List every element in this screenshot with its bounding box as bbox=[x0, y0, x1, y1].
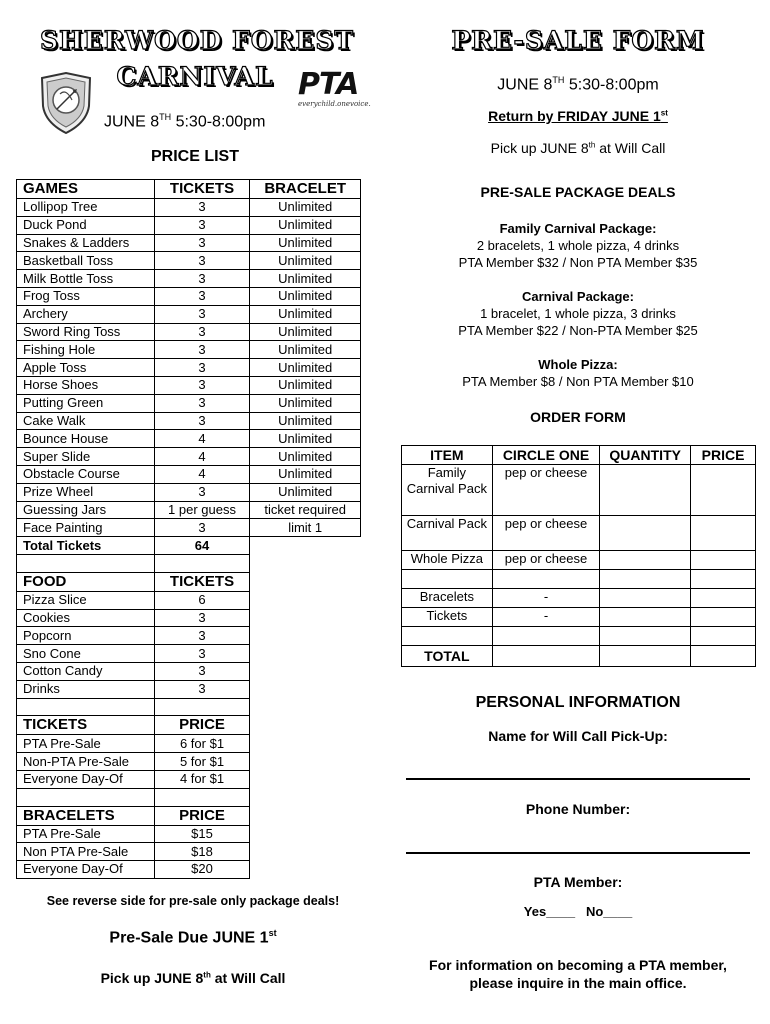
table-cell: 3 bbox=[154, 287, 250, 305]
table-cell: Basketball Toss bbox=[17, 252, 155, 270]
table-cell: Guessing Jars bbox=[17, 501, 155, 519]
table-row bbox=[17, 843, 361, 861]
section-header-row bbox=[17, 806, 361, 825]
table-cell: $18 bbox=[154, 843, 250, 861]
personal-info-heading: PERSONAL INFORMATION bbox=[475, 694, 681, 711]
table-row bbox=[17, 825, 361, 843]
section-header-row bbox=[17, 572, 361, 591]
reverse-side-note: See reverse side for pre-sale only package deals! bbox=[46, 894, 340, 908]
order-row bbox=[402, 608, 756, 627]
table-row bbox=[17, 287, 361, 305]
table-cell: 3 bbox=[154, 323, 250, 341]
table-cell: Unlimited bbox=[250, 270, 361, 288]
order-quantity-cell[interactable] bbox=[600, 465, 691, 516]
order-total-row bbox=[402, 646, 756, 667]
column-header: PRICE bbox=[154, 716, 250, 735]
table-row bbox=[17, 412, 361, 430]
table-row bbox=[17, 234, 361, 252]
table-cell: 3 bbox=[154, 216, 250, 234]
table-row bbox=[17, 627, 361, 645]
total-label: Total Tickets bbox=[17, 537, 155, 555]
order-total-cell[interactable] bbox=[691, 646, 756, 667]
table-row bbox=[17, 753, 361, 771]
phone-label: Phone Number: bbox=[525, 801, 631, 817]
table-row bbox=[17, 680, 361, 698]
table-cell: Popcorn bbox=[17, 627, 155, 645]
order-price-cell[interactable] bbox=[691, 627, 756, 646]
order-price-cell[interactable] bbox=[691, 608, 756, 627]
table-row bbox=[17, 430, 361, 448]
order-item: Whole Pizza bbox=[402, 551, 493, 570]
order-item: Tickets bbox=[402, 608, 493, 627]
table-cell: Cookies bbox=[17, 609, 155, 627]
table-cell: 3 bbox=[154, 394, 250, 412]
order-option[interactable]: pep or cheese bbox=[492, 551, 600, 570]
membership-info-note: For information on becoming a PTA member, please inquire in the main office. bbox=[429, 957, 727, 991]
package-deals-heading: PRE-SALE PACKAGE DEALS bbox=[480, 184, 676, 200]
table-header-row bbox=[17, 180, 361, 199]
order-option[interactable]: pep or cheese bbox=[492, 465, 600, 516]
column-header: BRACELETS bbox=[17, 806, 155, 825]
table-row bbox=[17, 323, 361, 341]
column-header: TICKETS bbox=[17, 716, 155, 735]
spacer-row bbox=[17, 698, 361, 716]
table-cell: Unlimited bbox=[250, 216, 361, 234]
table-cell: 3 bbox=[154, 627, 250, 645]
table-row bbox=[17, 735, 361, 753]
order-quantity-cell[interactable] bbox=[600, 627, 691, 646]
pta-member-label: PTA Member: bbox=[533, 874, 623, 890]
order-row bbox=[402, 465, 756, 516]
table-cell: Cotton Candy bbox=[17, 662, 155, 680]
spacer-row bbox=[17, 554, 361, 572]
table-cell: Lollipop Tree bbox=[17, 199, 155, 217]
family-package: Family Carnival Package: 2 bracelets, 1 whole pizza, 4 drinks PTA Member $32 / Non PTA Member $35 bbox=[458, 221, 698, 270]
carnival-title-line1: SHERWOOD FOREST bbox=[40, 26, 354, 55]
order-quantity-cell[interactable] bbox=[600, 589, 691, 608]
table-cell: Everyone Day-Of bbox=[17, 861, 155, 879]
presale-form-title: PRE-SALE FORM bbox=[451, 26, 705, 55]
order-row bbox=[402, 627, 756, 646]
table-cell: Unlimited bbox=[250, 483, 361, 501]
order-price-cell[interactable] bbox=[691, 551, 756, 570]
table-cell: Everyone Day-Of bbox=[17, 770, 155, 788]
table-cell: Snakes & Ladders bbox=[17, 234, 155, 252]
table-cell: Non-PTA Pre-Sale bbox=[17, 753, 155, 771]
table-cell: Sno Cone bbox=[17, 645, 155, 663]
table-row bbox=[17, 199, 361, 217]
table-cell: 5 for $1 bbox=[154, 753, 250, 771]
column-header: ITEM bbox=[402, 446, 493, 465]
column-header: QUANTITY bbox=[600, 446, 691, 465]
table-row bbox=[17, 376, 361, 394]
table-cell: Unlimited bbox=[250, 465, 361, 483]
column-header: BRACELET bbox=[250, 180, 361, 199]
table-cell: Fishing Hole bbox=[17, 341, 155, 359]
table-cell: 3 bbox=[154, 270, 250, 288]
table-row bbox=[17, 483, 361, 501]
order-row bbox=[402, 589, 756, 608]
table-row bbox=[17, 519, 361, 537]
left-pickup-note: Pick up JUNE 8th at Will Call bbox=[100, 970, 286, 986]
order-price-cell[interactable] bbox=[691, 570, 756, 589]
table-cell: ticket required bbox=[250, 501, 361, 519]
order-price-cell[interactable] bbox=[691, 589, 756, 608]
table-row bbox=[17, 770, 361, 788]
table-cell: 4 for $1 bbox=[154, 770, 250, 788]
table-cell: Unlimited bbox=[250, 448, 361, 466]
section-header-row bbox=[17, 716, 361, 735]
total-row bbox=[17, 537, 361, 555]
order-option[interactable]: - bbox=[492, 589, 600, 608]
table-row bbox=[17, 591, 361, 609]
table-cell: Pizza Slice bbox=[17, 591, 155, 609]
table-cell: Unlimited bbox=[250, 430, 361, 448]
table-cell: Milk Bottle Toss bbox=[17, 270, 155, 288]
price-list-heading: PRICE LIST bbox=[150, 148, 239, 165]
order-item bbox=[402, 627, 493, 646]
table-cell: Unlimited bbox=[250, 252, 361, 270]
table-row bbox=[17, 394, 361, 412]
order-form-heading: ORDER FORM bbox=[530, 409, 626, 425]
order-item: Carnival Pack bbox=[402, 516, 493, 551]
table-row bbox=[17, 270, 361, 288]
order-option[interactable]: - bbox=[492, 608, 600, 627]
table-row bbox=[17, 305, 361, 323]
order-item bbox=[402, 570, 493, 589]
order-row bbox=[402, 516, 756, 551]
table-cell: Unlimited bbox=[250, 323, 361, 341]
column-header: CIRCLE ONE bbox=[492, 446, 600, 465]
table-cell: 4 bbox=[154, 448, 250, 466]
column-header: TICKETS bbox=[154, 572, 250, 591]
table-cell: Unlimited bbox=[250, 199, 361, 217]
order-quantity-cell[interactable] bbox=[600, 551, 691, 570]
total-value: 64 bbox=[154, 537, 250, 555]
table-cell: 3 bbox=[154, 234, 250, 252]
table-row bbox=[17, 662, 361, 680]
spacer-row bbox=[17, 788, 361, 806]
table-cell: 3 bbox=[154, 252, 250, 270]
order-item: Family Carnival Pack bbox=[402, 465, 493, 516]
table-cell: $15 bbox=[154, 825, 250, 843]
table-cell: PTA Pre-Sale bbox=[17, 825, 155, 843]
return-by-note: Return by FRIDAY JUNE 1st bbox=[488, 108, 668, 124]
pta-member-yes-no[interactable]: Yes____ No____ bbox=[523, 904, 633, 919]
order-header-row bbox=[402, 446, 756, 465]
table-cell: 3 bbox=[154, 662, 250, 680]
table-cell: Unlimited bbox=[250, 412, 361, 430]
order-row bbox=[402, 570, 756, 589]
order-price-cell[interactable] bbox=[691, 516, 756, 551]
table-cell: 3 bbox=[154, 359, 250, 377]
table-row bbox=[17, 861, 361, 879]
table-row bbox=[17, 609, 361, 627]
table-cell: Duck Pond bbox=[17, 216, 155, 234]
table-cell: 3 bbox=[154, 519, 250, 537]
table-cell: Drinks bbox=[17, 680, 155, 698]
column-header: FOOD bbox=[17, 572, 155, 591]
order-price-cell[interactable] bbox=[691, 465, 756, 516]
table-row bbox=[17, 359, 361, 377]
carnival-package: Carnival Package: 1 bracelet, 1 whole pizza, 3 drinks PTA Member $22 / Non-PTA Member $25 bbox=[458, 289, 698, 338]
table-cell: Unlimited bbox=[250, 305, 361, 323]
table-cell: Sword Ring Toss bbox=[17, 323, 155, 341]
table-cell: 4 bbox=[154, 465, 250, 483]
table-cell: Unlimited bbox=[250, 359, 361, 377]
table-cell: 3 bbox=[154, 341, 250, 359]
table-cell: 4 bbox=[154, 430, 250, 448]
table-cell: Non PTA Pre-Sale bbox=[17, 843, 155, 861]
column-header: PRICE bbox=[154, 806, 250, 825]
table-cell: Obstacle Course bbox=[17, 465, 155, 483]
table-cell: Unlimited bbox=[250, 234, 361, 252]
table-row bbox=[17, 465, 361, 483]
table-cell: Horse Shoes bbox=[17, 376, 155, 394]
table-cell: 3 bbox=[154, 199, 250, 217]
table-row bbox=[17, 448, 361, 466]
column-header: PRICE bbox=[691, 446, 756, 465]
table-cell: Super Slide bbox=[17, 448, 155, 466]
table-cell: 3 bbox=[154, 305, 250, 323]
name-input-line[interactable] bbox=[406, 778, 750, 780]
pta-logo: PTA everychild.onevoice. bbox=[298, 67, 371, 108]
table-row bbox=[17, 645, 361, 663]
table-cell: 3 bbox=[154, 412, 250, 430]
table-cell: Frog Toss bbox=[17, 287, 155, 305]
table-cell: 3 bbox=[154, 483, 250, 501]
right-event-date: JUNE 8TH 5:30-8:00pm bbox=[497, 75, 659, 94]
table-cell: PTA Pre-Sale bbox=[17, 735, 155, 753]
carnival-title-line2: CARNIVAL bbox=[116, 62, 274, 91]
order-option[interactable] bbox=[492, 627, 600, 646]
table-cell: 6 for $1 bbox=[154, 735, 250, 753]
table-cell: Unlimited bbox=[250, 376, 361, 394]
table-cell: 1 per guess bbox=[154, 501, 250, 519]
name-label: Name for Will Call Pick-Up: bbox=[488, 728, 668, 744]
table-cell: Archery bbox=[17, 305, 155, 323]
table-row bbox=[17, 252, 361, 270]
order-item: Bracelets bbox=[402, 589, 493, 608]
order-quantity-cell[interactable] bbox=[600, 608, 691, 627]
column-header: TICKETS bbox=[154, 180, 250, 199]
presale-due-note: Pre-Sale Due JUNE 1st bbox=[109, 928, 277, 947]
table-cell: Unlimited bbox=[250, 394, 361, 412]
order-form-table bbox=[401, 445, 756, 667]
table-cell: Unlimited bbox=[250, 287, 361, 305]
phone-input-line[interactable] bbox=[406, 852, 750, 854]
order-row bbox=[402, 551, 756, 570]
table-cell: 3 bbox=[154, 609, 250, 627]
table-cell: limit 1 bbox=[250, 519, 361, 537]
order-quantity-cell[interactable] bbox=[600, 570, 691, 589]
table-cell: Bounce House bbox=[17, 430, 155, 448]
table-cell: Putting Green bbox=[17, 394, 155, 412]
table-cell: 6 bbox=[154, 591, 250, 609]
right-pickup-note: Pick up JUNE 8th at Will Call bbox=[490, 140, 666, 156]
table-cell: 3 bbox=[154, 645, 250, 663]
school-crest-icon bbox=[40, 72, 92, 134]
table-row bbox=[17, 341, 361, 359]
table-cell: Apple Toss bbox=[17, 359, 155, 377]
games-price-table bbox=[16, 179, 361, 879]
table-cell: 3 bbox=[154, 680, 250, 698]
table-cell: Cake Walk bbox=[17, 412, 155, 430]
order-total-label: TOTAL bbox=[402, 646, 493, 667]
whole-pizza-package: Whole Pizza: PTA Member $8 / Non PTA Member $10 bbox=[462, 357, 694, 389]
column-header: GAMES bbox=[17, 180, 155, 199]
table-cell: $20 bbox=[154, 861, 250, 879]
table-row bbox=[17, 216, 361, 234]
table-cell: Unlimited bbox=[250, 341, 361, 359]
order-quantity-cell[interactable] bbox=[600, 516, 691, 551]
table-cell: Prize Wheel bbox=[17, 483, 155, 501]
table-row bbox=[17, 501, 361, 519]
table-cell: Face Painting bbox=[17, 519, 155, 537]
order-option[interactable] bbox=[492, 570, 600, 589]
left-event-date: JUNE 8TH 5:30-8:00pm bbox=[104, 112, 266, 131]
table-cell: 3 bbox=[154, 376, 250, 394]
order-option[interactable]: pep or cheese bbox=[492, 516, 600, 551]
